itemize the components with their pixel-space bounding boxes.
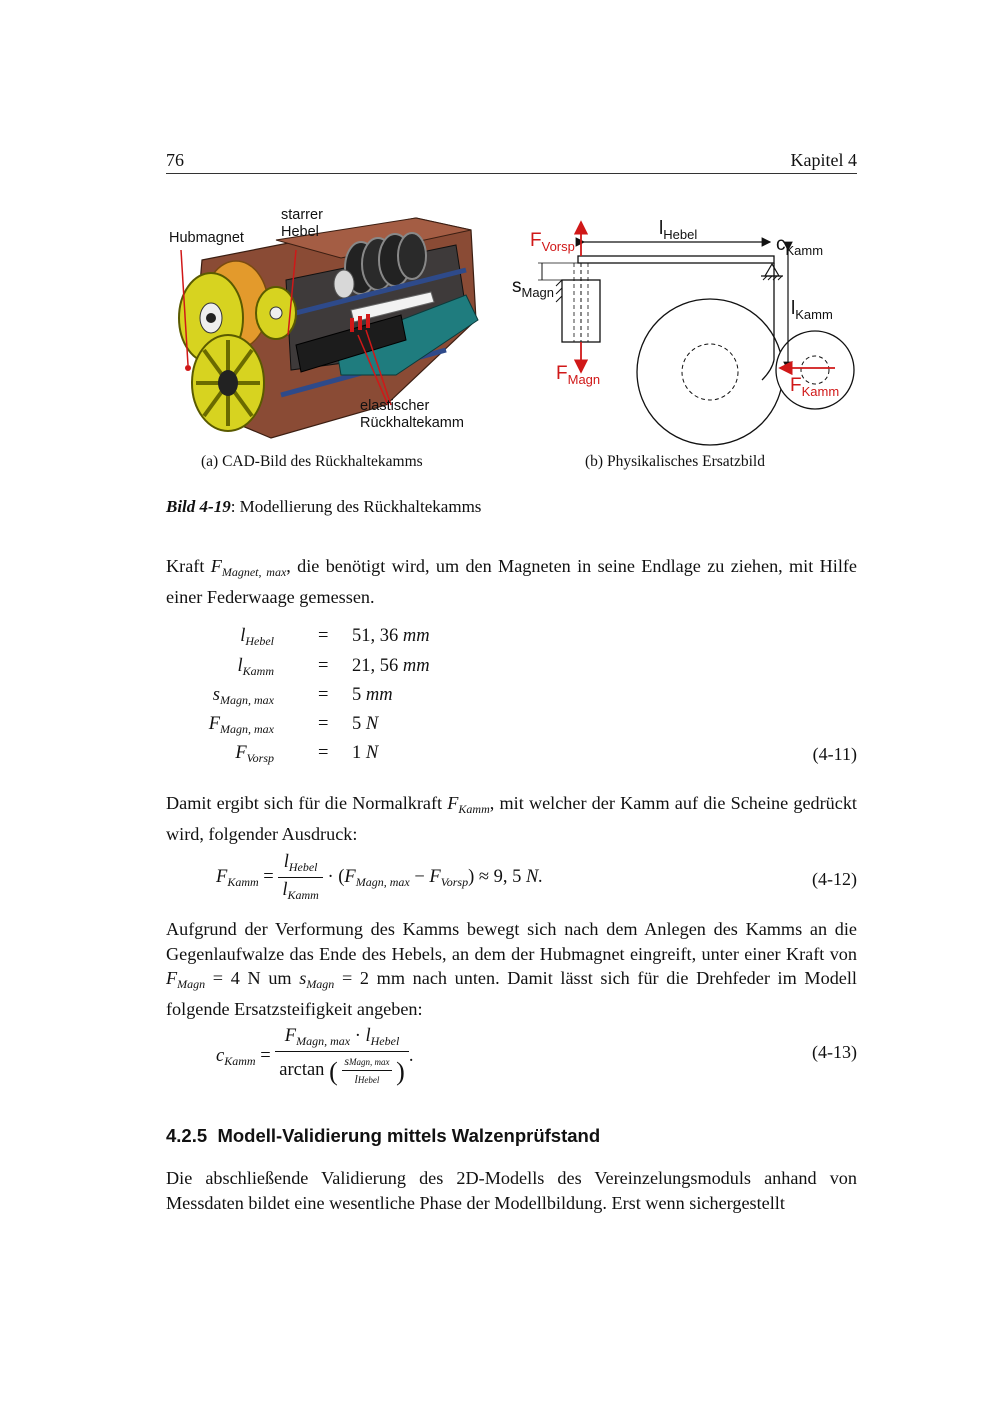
label-hebel-2: Hebel — [281, 224, 319, 240]
label-c-kamm: $c_{Kamm}$ — [776, 234, 824, 258]
label-f-vorsp: $F_{Vorsp}$ — [530, 230, 575, 254]
label-s-magn: $s_{Magn}$ — [512, 276, 555, 300]
page-number: 76 — [166, 150, 184, 170]
caption-label: Bild 4-19 — [166, 497, 231, 516]
paragraph-3: Aufgrund der Verformung des Kamms bewegt sich nach dem Anlegen des Kamms an die Gegenlaufwalze das Ende des Hebels, an dem der Hubmagnet eingreift, unter einer Kraft von $F_{Magn} = 4$ N um $s_{Magn} = 2$ mm nach unten. Damit lässt sich für die Drehfeder im Modell folgende Ersatzsteifigkeit angeben: — [166, 919, 857, 1019]
section-heading: 4.2.5 Modell-Validierung mittels Walzenprüfstand — [166, 1125, 601, 1146]
eq-number-4-13: (4-13) — [812, 1042, 857, 1062]
paragraph-2: Damit ergibt sich für die Normalkraft $F_{Kamm}$, mit welcher der Kamm auf die Scheine gedrückt wird, folgender Ausdruck: — [166, 793, 857, 844]
pivot-support — [765, 264, 779, 276]
label-hebel-1: starrer — [281, 207, 323, 223]
fraction-4-12: $\frac{l_{Hebel}}{l_{Kamm}}$ — [278, 852, 322, 903]
chapter-title: Kapitel 4 — [790, 150, 857, 170]
caption-text: : Modellierung des Rückhaltekamms — [230, 497, 482, 516]
lever-bar — [578, 256, 774, 263]
fraction-4-13: $F_{Magn, max} \cdot l_{Hebel}$ arctan ( $\frac{\text{sMagn, max}}{\text{lHebel}}$ ) — [275, 1026, 409, 1087]
caption-a: (a) CAD-Bild des Rückhaltekamms — [201, 453, 423, 470]
magnet-hatch — [556, 280, 562, 302]
magnet-block — [562, 280, 600, 342]
yellow-wheel-large — [192, 335, 264, 431]
label-l-hebel: $l_{Hebel}$ — [659, 218, 698, 242]
header-rule — [166, 173, 857, 174]
eq-number-4-12: (4-12) — [812, 869, 857, 889]
label-f-kamm: $F_{Kamm}$ — [790, 375, 840, 399]
pivot-hatch — [763, 276, 782, 280]
eq-number-4-11: (4-11) — [812, 744, 857, 764]
equation-4-13: $c_{Kamm}$ = $F_{Magn, max} \cdot l_{Hebel}$ arctan ( $\frac{\text{sMagn, max}}{\text{lHebel}}$ ) . — [216, 1026, 414, 1086]
callout-dot — [185, 365, 191, 371]
paragraph-4: Die abschließende Validierung des 2D-Modells des Vereinzelungsmoduls anhand von Messdaten bildet eine wesentliche Phase der Modellbildung. Erst wenn sichergestellt — [166, 1168, 857, 1213]
equation-4-12: $F_{Kamm}$ = $\frac{l_{Hebel}}{l_{Kamm}}$ · $(F_{Magn, max} - F_{Vorsp}) \approx 9$, 5 N. — [216, 852, 543, 902]
paragraph-1: Kraft $F_{Magnet, max}$, die benötigt wird, um den Magneten in seine Endlage zu ziehen, mit Hilfe einer Federwaage gemessen. — [166, 556, 857, 607]
figure-caption — [166, 497, 481, 517]
label-kamm-1: elastischer — [360, 398, 430, 414]
label-l-kamm: $l_{Kamm}$ — [791, 298, 833, 322]
caption-b: (b) Physikalisches Ersatzbild — [585, 453, 765, 470]
fraction-4-13-inner: $\frac{\text{sMagn, max}}{\text{lHebel}}$ — [344, 1054, 390, 1086]
large-roller — [637, 299, 783, 445]
label-f-magn: $F_{Magn}$ — [556, 363, 601, 387]
label-kamm-2: Rückhaltekamm — [360, 415, 464, 431]
label-hubmagnet: Hubmagnet — [169, 230, 244, 246]
